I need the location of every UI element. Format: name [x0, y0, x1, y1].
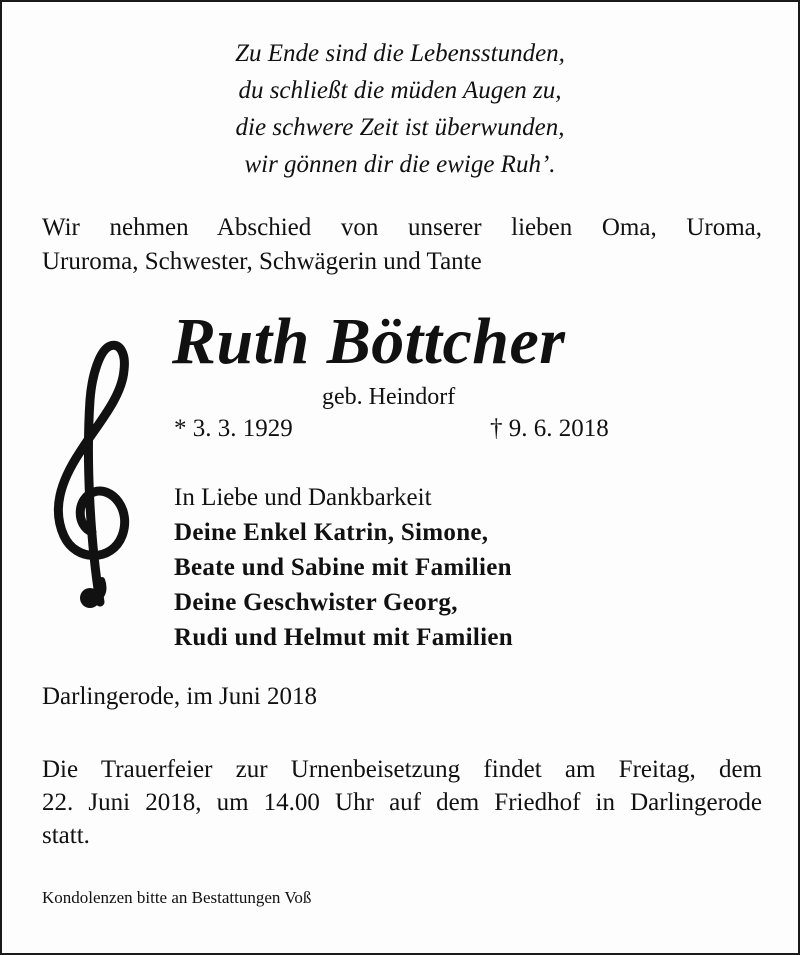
poem-line: Zu Ende sind die Lebensstunden, — [235, 40, 565, 67]
service-line: statt. — [42, 822, 90, 849]
mourners-block — [174, 480, 734, 655]
poem-line: die schwere Zeit ist überwunden, — [235, 114, 565, 141]
poem-line: du schließt die müden Augen zu, — [238, 77, 562, 104]
mourners-intro: In Liebe und Dankbarkeit — [174, 484, 432, 511]
farewell-intro — [42, 211, 762, 279]
place-and-date: Darlingerode, im Juni 2018 — [42, 683, 317, 710]
intro-line: Ururoma, Schwester, Schwägerin und Tante — [42, 248, 482, 275]
mourner-line: Beate und Sabine mit Familien — [174, 554, 512, 581]
condolence-note: Kondolenzen bitte an Bestattungen Voß — [42, 888, 312, 907]
poem-line: wir gönnen dir die ewige Ruh’. — [244, 151, 556, 178]
treble-clef-icon — [46, 340, 130, 616]
death-date: † 9. 6. 2018 — [490, 415, 609, 442]
mourner-line: Rudi und Helmut mit Familien — [174, 624, 513, 651]
deceased-name: Ruth Böttcher — [172, 305, 566, 378]
intro-line: Wir nehmen Abschied von unserer lieben Oma, Uroma, — [42, 214, 762, 241]
service-line: 22. Juni 2018, um 14.00 Uhr auf dem Friedhof in Darlingerode — [42, 789, 762, 816]
maiden-name: geb. Heindorf — [322, 384, 456, 410]
funeral-service-info — [42, 753, 762, 852]
mourner-line: Deine Enkel Katrin, Simone, — [174, 519, 489, 546]
birth-date: * 3. 3. 1929 — [174, 415, 293, 442]
service-line: Die Trauerfeier zur Urnenbeisetzung findet am Freitag, dem — [42, 756, 762, 783]
mourner-line: Deine Geschwister Georg, — [174, 589, 458, 616]
memorial-poem — [2, 35, 798, 183]
